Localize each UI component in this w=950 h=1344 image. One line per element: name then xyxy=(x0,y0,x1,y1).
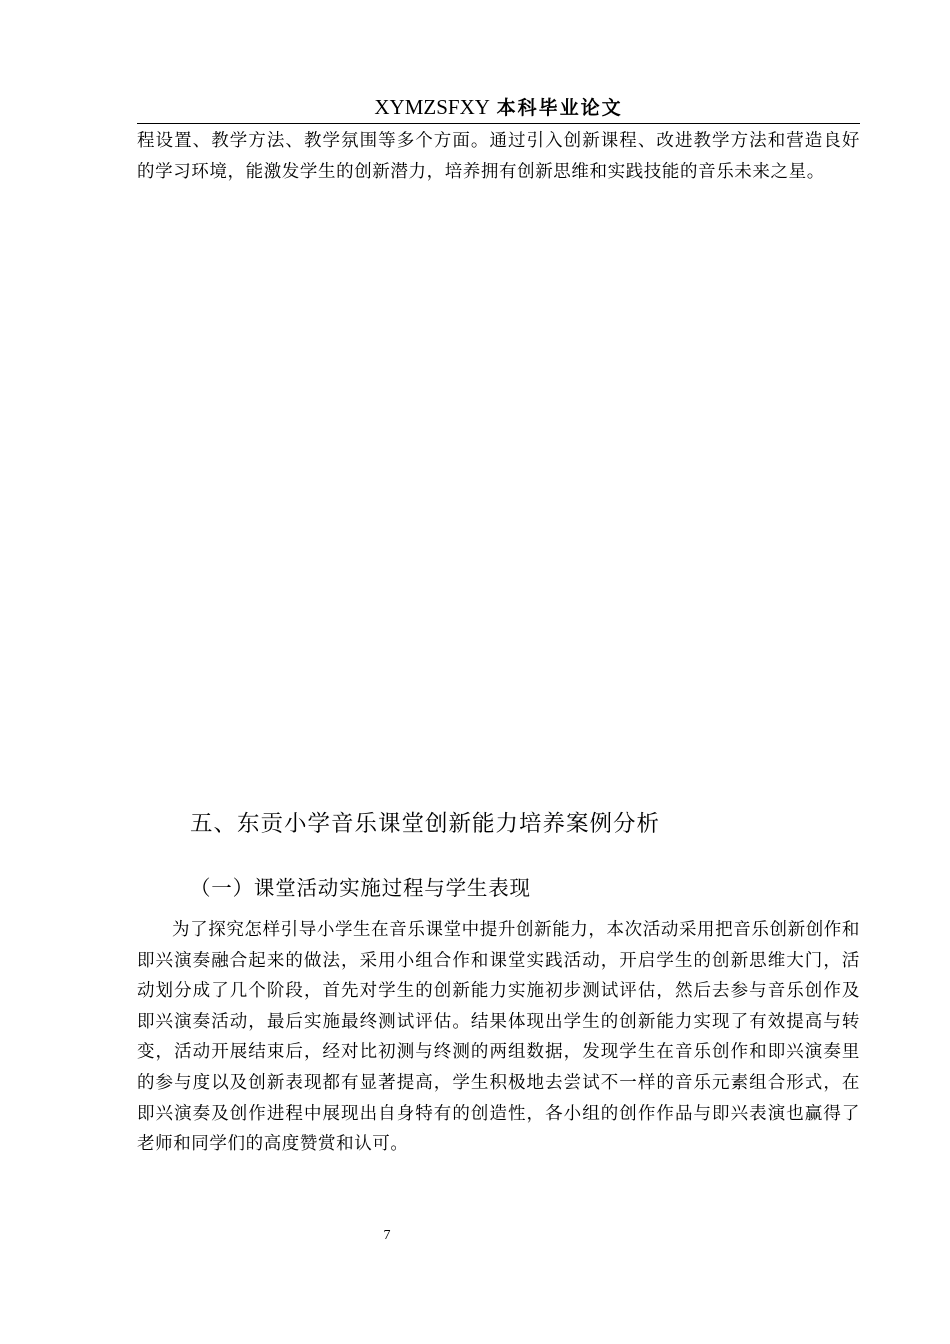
header-code: XYMZSFXY xyxy=(374,95,490,119)
section-heading: 五、东贡小学音乐课堂创新能力培养案例分析 xyxy=(190,811,661,837)
page-header xyxy=(137,92,860,123)
body-paragraph: 为了探究怎样引导小学生在音乐课堂中提升创新能力，本次活动采用把音乐创新创作和即兴演奏融合起来的做法，采用小组合作和课堂实践活动，开启学生的创新思维大门，活动划分成了几个阶段，首先对学生的创新能力实施初步测试评估，然后去参与音乐创作及即兴演奏活动，最后实施最终测试评估。结果体现出学生的创新能力实现了有效提高与转变，活动开展结束后，经对比初测与终测的两组数据，发现学生在音乐创作和即兴演奏里的参与度以及创新表现都有显著提高，学生积极地去尝试不一样的音乐元素组合形式，在即兴演奏及创作进程中展现出自身特有的创造性，各小组的创作作品与即兴表演也赢得了老师和同学们的高度赞赏和认可。 xyxy=(137,920,860,1155)
continuation-paragraph: 程设置、教学方法、教学氛围等多个方面。通过引入创新课程、改进教学方法和营造良好的学习环境，能激发学生的创新潜力，培养拥有创新思维和实践技能的音乐未来之星。 xyxy=(137,131,860,182)
header-rule xyxy=(137,123,860,124)
subsection-heading: （一）课堂活动实施过程与学生表现 xyxy=(190,876,531,900)
header-label: 本科毕业论文 xyxy=(496,97,623,119)
page-number: 7 xyxy=(383,1228,391,1243)
